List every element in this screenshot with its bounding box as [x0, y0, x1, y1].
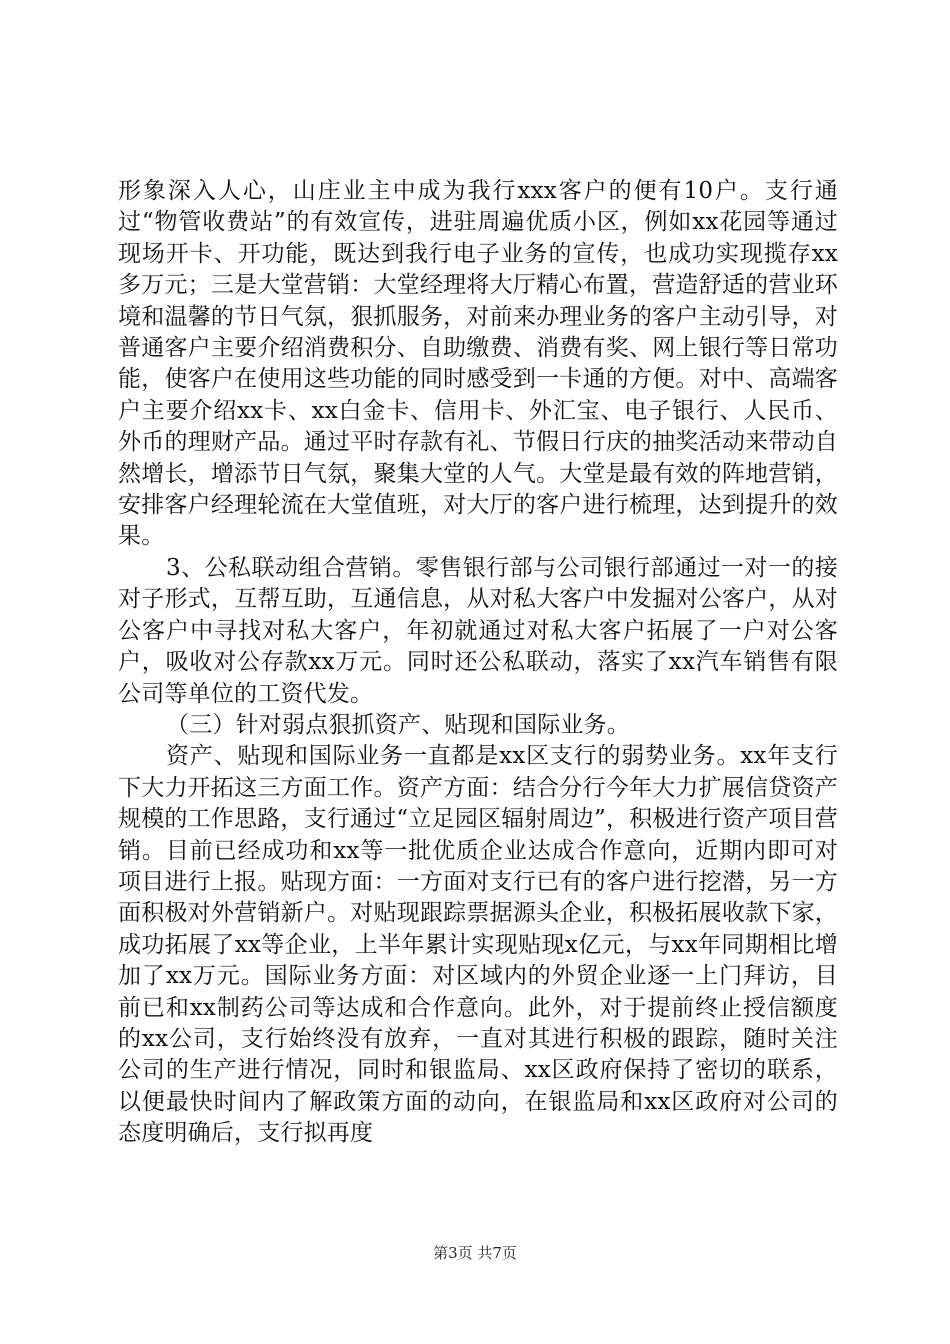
section-heading-weak-points: （三）针对弱点狠抓资产、贴现和国际业务。 [166, 711, 630, 738]
paragraph-joint-marketing: 3、公私联动组合营销。零售银行部与公司银行部通过一对一的接对子形式，互帮互助，互通信息，从对私大客户中发掘对公客户，从对公客户中寻找对私大客户，年初就通过对私大客户拓展了一户对公客户，吸收对公存款xx万元。同时还公私联动，落实了xx汽车销售有限公司等单位的工资代发。 [118, 554, 838, 707]
page-number-footer: 第3页 共7页 [433, 1244, 517, 1262]
paragraph-assets-discount-international: 资产、贴现和国际业务一直都是xx区支行的弱势业务。xx年支行下大力开拓这三方面工作。资产方面：结合分行今年大力扩展信贷资产规模的工作思路，支行通过“立足园区辐射周边”，积极进行资产项目营销。目前已经成功和xx等一批优质企业达成合作意向，近期内即可对项目进行上报。贴现方面：一方面对支行已有的客户进行挖潜，另一方面积极对外营销新户。对贴现跟踪票据源头企业，积极拓展收款下家，成功拓展了xx等企业，上半年累计实现贴现x亿元，与xx年同期相比增加了xx万元。国际业务方面：对区域内的外贸企业逐一上门拜访，目前已和xx制药公司等达成和合作意向。此外，对于提前终止授信额度的xx公司，支行始终没有放弃，一直对其进行积极的跟踪，随时关注公司的生产进行情况，同时和银监局、xx区政府保持了密切的联系，以便最快时间内了解政策方面的动向，在银监局和xx区政府对公司的态度明确后，支行拟再度 [118, 743, 838, 1147]
document-body [118, 176, 838, 1150]
paragraph-continuation: 形象深入人心，山庄业主中成为我行xxx客户的便有10户。支行通过“物管收费站”的有效宣传，进驻周遍优质小区，例如xx花园等通过现场开卡、开功能，既达到我行电子业务的宣传，也成功实现揽存xx多万元；三是大堂营销：大堂经理将大厅精心布置，营造舒适的营业环境和温馨的节日气氛，狠抓服务，对前来办理业务的客户主动引导，对普通客户主要介绍消费积分、自助缴费、消费有奖、网上银行等日常功能，使客户在使用这些功能的同时感受到一卡通的方便。对中、高端客户主要介绍xx卡、xx白金卡、信用卡、外汇宝、电子银行、人民币、外币的理财产品。通过平时存款有礼、节假日行庆的抽奖活动来带动自然增长，增添节日气氛，聚集大堂的人气。大堂是最有效的阵地营销，安排客户经理轮流在大堂值班，对大厅的客户进行梳理，达到提升的效果。 [118, 178, 838, 550]
